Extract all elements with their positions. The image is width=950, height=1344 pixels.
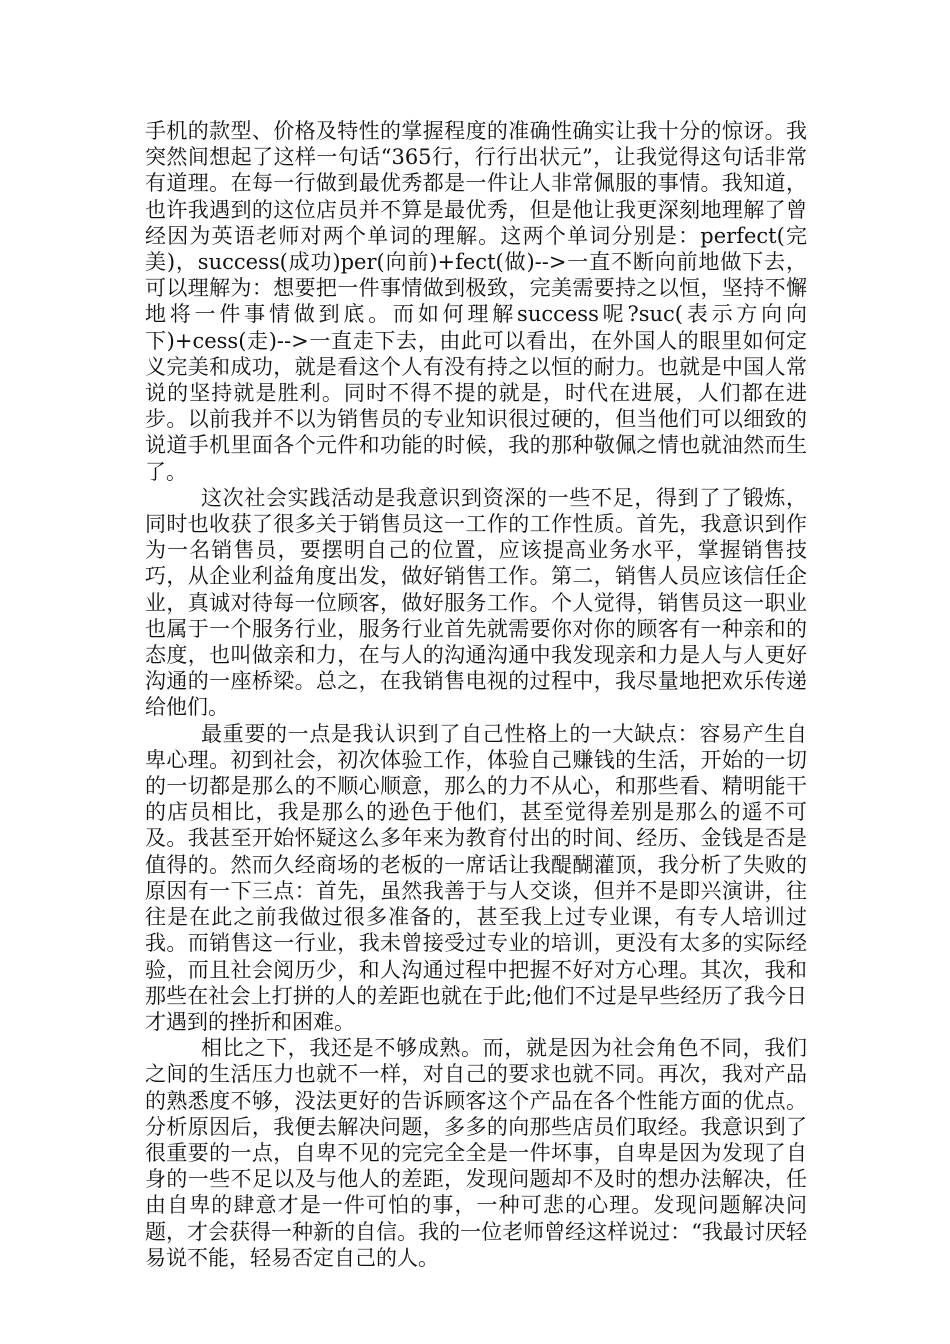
paragraph-1: 手机的款型、价格及特性的掌握程度的准确性确实让我十分的惊讶。我突然间想起了这样一句话“365行，行行出状元”，让我觉得这句话非常有道理。在每一行做到最优秀都是一件让人非常佩服的事情。我知道，也许我遇到的这位店员并不算是最优秀，但是他让我更深刻地理解了曾经因为英语老师对两个单词的理解。这两个单词分别是：perfect(完美)，success(成功)per(向前)+fect(做)-->一直不断向前地做下去，可以理解为：想要把一件事情做到极致，完美需要持之以恒，坚持不懈地将一件事情做到底。而如何理解success呢?suc(表示方向向下)+cess(走)-->一直走下去，由此可以看出，在外国人的眼里如何定义完美和成功，就是看这个人有没有持之以恒的耐力。也就是中国人常说的坚持就是胜利。同时不得不提的就是，时代在进展，人们都在进步。以前我并不以为销售员的专业知识很过硬的，但当他们可以细致的说道手机里面各个元件和功能的时候，我的那种敬佩之情也就油然而生了。 xyxy=(145,119,808,484)
paragraph-4: 相比之下，我还是不够成熟。而，就是因为社会角色不同，我们之间的生活压力也就不一样，对自己的要求也就不同。再次，我对产品的熟悉度不够，没法更好的告诉顾客这个产品在各个性能方面的优点。分析原因后，我便去解决问题，多多的向那些店员们取经。我意识到了很重要的一点，自卑不见的完完全全是一件坏事，自卑是因为发现了自身的一些不足以及与他人的差距，发现问题却不及时的想办法解决，任由自卑的肆意才是一件可怕的事，一种可悲的心理。发现问题解决问题，才会获得一种新的自信。我的一位老师曾经这样说过：“我最讨厌轻易说不能，轻易否定自己的人。 xyxy=(145,1036,807,1270)
document-body xyxy=(145,118,807,1271)
paragraph-2: 这次社会实践活动是我意识到资深的一些不足，得到了了锻炼，同时也收获了很多关于销售员这一工作的工作性质。首先，我意识到作为一名销售员，要摆明自己的位置，应该提高业务水平，掌握销售技巧，从企业利益角度出发，做好销售工作。第二，销售人员应该信任企业，真诚对待每一位顾客，做好服务工作。个人觉得，销售员这一职业也属于一个服务行业，服务行业首先就需要你对你的顾客有一种亲和的态度，也叫做亲和力，在与人的沟通沟通中我发现亲和力是人与人更好沟通的一座桥梁。总之，在我销售电视的过程中，我尽量地把欢乐传递给他们。 xyxy=(145,485,807,720)
paragraph-3: 最重要的一点是我认识到了自己性格上的一大缺点：容易产生自卑心理。初到社会，初次体验工作，体验自己赚钱的生活，开始的一切的一切都是那么的不顺心顺意，那么的力不从心，和那些看、精明能干的店员相比，我是那么的逊色于他们，甚至觉得差别是那么的遥不可及。我甚至开始怀疑这么多年来为教育付出的时间、经历、金钱是否是值得的。然而久经商场的老板的一席话让我醍醐灌顶，我分析了失败的原因有一下三点：首先，虽然我善于与人交谈，但并不是即兴演讲，往往是在此之前我做过很多准备的，甚至我上过专业课，有专人培训过我。而销售这一行业，我未曾接受过专业的培训，更没有太多的实际经验，而且社会阅历少，和人沟通过程中把握不好对方心理。其次，我和那些在社会上打拼的人的差距也就在于此;他们不过是早些经历了我今日才遇到的挫折和困难。 xyxy=(145,721,807,1034)
